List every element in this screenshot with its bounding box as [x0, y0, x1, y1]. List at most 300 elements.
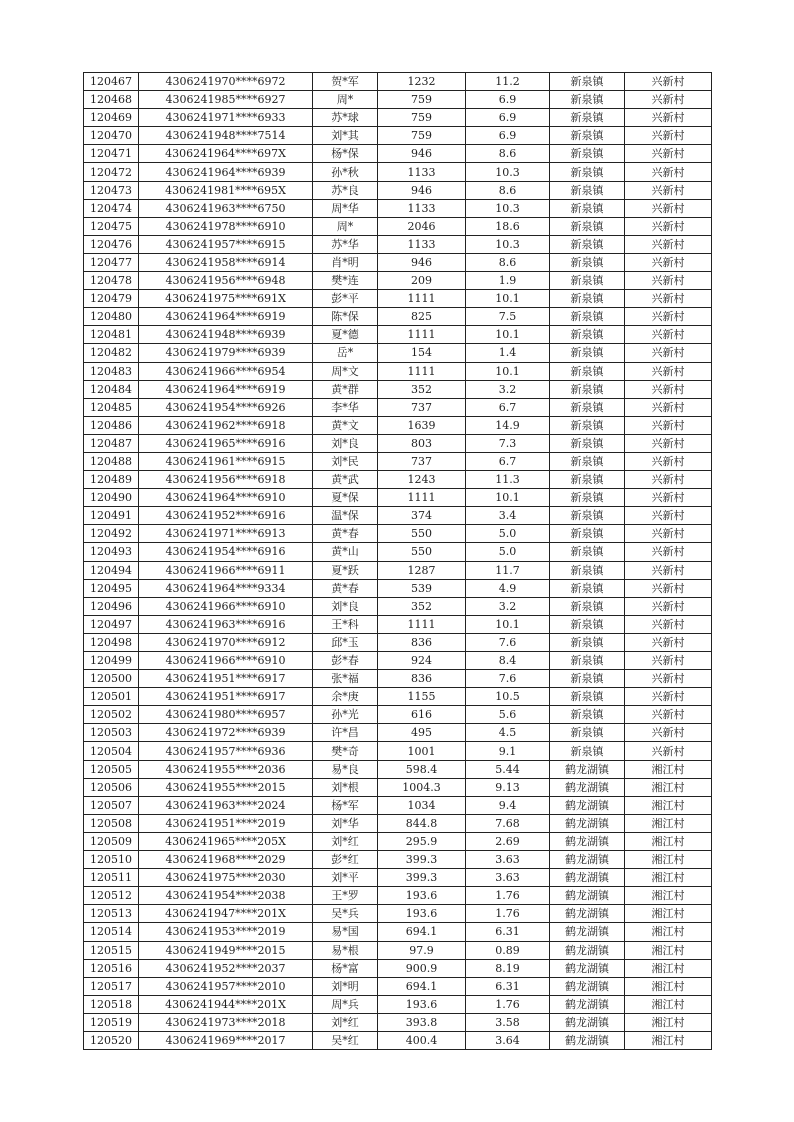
serial-number-cell: 120476 — [84, 235, 139, 253]
value-cell: 6.9 — [466, 109, 550, 127]
serial-number-cell: 120515 — [84, 941, 139, 959]
name-cell: 杨*军 — [313, 796, 378, 814]
value-cell: 6.31 — [466, 923, 550, 941]
serial-number-cell: 120492 — [84, 525, 139, 543]
amount-cell: 550 — [378, 543, 466, 561]
table-row — [84, 73, 712, 91]
serial-number-cell: 120489 — [84, 471, 139, 489]
value-cell: 10.3 — [466, 199, 550, 217]
town-cell: 新泉镇 — [550, 434, 625, 452]
town-cell: 新泉镇 — [550, 561, 625, 579]
id-number-cell: 4306241957****2010 — [139, 977, 313, 995]
town-cell: 新泉镇 — [550, 452, 625, 470]
amount-cell: 825 — [378, 308, 466, 326]
serial-number-cell: 120504 — [84, 742, 139, 760]
serial-number-cell: 120508 — [84, 814, 139, 832]
village-cell: 兴新村 — [625, 163, 712, 181]
value-cell: 14.9 — [466, 416, 550, 434]
village-cell: 兴新村 — [625, 235, 712, 253]
table-row — [84, 579, 712, 597]
value-cell: 1.76 — [466, 905, 550, 923]
serial-number-cell: 120497 — [84, 615, 139, 633]
town-cell: 新泉镇 — [550, 109, 625, 127]
table-row — [84, 308, 712, 326]
id-number-cell: 4306241965****205X — [139, 832, 313, 850]
name-cell: 李*华 — [313, 398, 378, 416]
serial-number-cell: 120518 — [84, 995, 139, 1013]
table-row — [84, 507, 712, 525]
serial-number-cell: 120496 — [84, 597, 139, 615]
table-row — [84, 959, 712, 977]
name-cell: 夏*保 — [313, 489, 378, 507]
town-cell: 新泉镇 — [550, 507, 625, 525]
table-row — [84, 706, 712, 724]
name-cell: 王*科 — [313, 615, 378, 633]
village-cell: 湘江村 — [625, 1031, 712, 1049]
id-number-cell: 4306241963****2024 — [139, 796, 313, 814]
value-cell: 5.0 — [466, 543, 550, 561]
amount-cell: 694.1 — [378, 923, 466, 941]
amount-cell: 399.3 — [378, 851, 466, 869]
table-row — [84, 253, 712, 271]
value-cell: 1.9 — [466, 272, 550, 290]
name-cell: 杨*保 — [313, 145, 378, 163]
town-cell: 鹤龙湖镇 — [550, 760, 625, 778]
name-cell: 岳* — [313, 344, 378, 362]
value-cell: 18.6 — [466, 217, 550, 235]
value-cell: 6.31 — [466, 977, 550, 995]
table-row — [84, 652, 712, 670]
id-number-cell: 4306241956****6948 — [139, 272, 313, 290]
name-cell: 樊*奇 — [313, 742, 378, 760]
town-cell: 鹤龙湖镇 — [550, 851, 625, 869]
serial-number-cell: 120485 — [84, 398, 139, 416]
value-cell: 7.6 — [466, 670, 550, 688]
serial-number-cell: 120494 — [84, 561, 139, 579]
village-cell: 兴新村 — [625, 217, 712, 235]
name-cell: 张*福 — [313, 670, 378, 688]
town-cell: 新泉镇 — [550, 326, 625, 344]
table-row — [84, 181, 712, 199]
value-cell: 8.4 — [466, 652, 550, 670]
village-cell: 湘江村 — [625, 923, 712, 941]
serial-number-cell: 120477 — [84, 253, 139, 271]
amount-cell: 900.9 — [378, 959, 466, 977]
town-cell: 新泉镇 — [550, 127, 625, 145]
amount-cell: 836 — [378, 633, 466, 651]
amount-cell: 616 — [378, 706, 466, 724]
serial-number-cell: 120520 — [84, 1031, 139, 1049]
name-cell: 彭*春 — [313, 652, 378, 670]
table-row — [84, 452, 712, 470]
table-row — [84, 995, 712, 1013]
amount-cell: 352 — [378, 380, 466, 398]
town-cell: 鹤龙湖镇 — [550, 959, 625, 977]
serial-number-cell: 120479 — [84, 290, 139, 308]
village-cell: 湘江村 — [625, 905, 712, 923]
amount-cell: 1111 — [378, 290, 466, 308]
name-cell: 黄*武 — [313, 471, 378, 489]
amount-cell: 1639 — [378, 416, 466, 434]
value-cell: 5.0 — [466, 525, 550, 543]
id-number-cell: 4306241954****2038 — [139, 887, 313, 905]
table-row — [84, 489, 712, 507]
value-cell: 10.1 — [466, 489, 550, 507]
village-cell: 兴新村 — [625, 326, 712, 344]
id-number-cell: 4306241980****6957 — [139, 706, 313, 724]
id-number-cell: 4306241951****6917 — [139, 688, 313, 706]
village-cell: 兴新村 — [625, 688, 712, 706]
id-number-cell: 4306241963****6750 — [139, 199, 313, 217]
serial-number-cell: 120503 — [84, 724, 139, 742]
serial-number-cell: 120478 — [84, 272, 139, 290]
table-row — [84, 543, 712, 561]
table-row — [84, 778, 712, 796]
name-cell: 吴*兵 — [313, 905, 378, 923]
table-row — [84, 814, 712, 832]
serial-number-cell: 120516 — [84, 959, 139, 977]
town-cell: 新泉镇 — [550, 724, 625, 742]
id-number-cell: 4306241965****6916 — [139, 434, 313, 452]
town-cell: 新泉镇 — [550, 91, 625, 109]
village-cell: 兴新村 — [625, 253, 712, 271]
table-row — [84, 290, 712, 308]
value-cell: 3.64 — [466, 1031, 550, 1049]
id-number-cell: 4306241964****697X — [139, 145, 313, 163]
amount-cell: 352 — [378, 597, 466, 615]
town-cell: 鹤龙湖镇 — [550, 814, 625, 832]
amount-cell: 2046 — [378, 217, 466, 235]
town-cell: 新泉镇 — [550, 525, 625, 543]
serial-number-cell: 120474 — [84, 199, 139, 217]
id-number-cell: 4306241947****201X — [139, 905, 313, 923]
table-row — [84, 724, 712, 742]
amount-cell: 759 — [378, 127, 466, 145]
town-cell: 新泉镇 — [550, 344, 625, 362]
name-cell: 夏*跃 — [313, 561, 378, 579]
serial-number-cell: 120475 — [84, 217, 139, 235]
village-cell: 兴新村 — [625, 416, 712, 434]
id-number-cell: 4306241955****2036 — [139, 760, 313, 778]
town-cell: 鹤龙湖镇 — [550, 778, 625, 796]
name-cell: 苏*球 — [313, 109, 378, 127]
town-cell: 鹤龙湖镇 — [550, 1013, 625, 1031]
amount-cell: 400.4 — [378, 1031, 466, 1049]
table-row — [84, 615, 712, 633]
amount-cell: 193.6 — [378, 905, 466, 923]
amount-cell: 694.1 — [378, 977, 466, 995]
village-cell: 兴新村 — [625, 742, 712, 760]
village-cell: 湘江村 — [625, 977, 712, 995]
value-cell: 9.13 — [466, 778, 550, 796]
serial-number-cell: 120493 — [84, 543, 139, 561]
id-number-cell: 4306241953****2019 — [139, 923, 313, 941]
table-row — [84, 851, 712, 869]
id-number-cell: 4306241964****6919 — [139, 308, 313, 326]
serial-number-cell: 120519 — [84, 1013, 139, 1031]
id-number-cell: 4306241964****6939 — [139, 163, 313, 181]
amount-cell: 154 — [378, 344, 466, 362]
serial-number-cell: 120514 — [84, 923, 139, 941]
serial-number-cell: 120500 — [84, 670, 139, 688]
serial-number-cell: 120473 — [84, 181, 139, 199]
name-cell: 彭*红 — [313, 851, 378, 869]
town-cell: 新泉镇 — [550, 272, 625, 290]
serial-number-cell: 120471 — [84, 145, 139, 163]
value-cell: 10.1 — [466, 362, 550, 380]
town-cell: 新泉镇 — [550, 615, 625, 633]
amount-cell: 209 — [378, 272, 466, 290]
town-cell: 新泉镇 — [550, 145, 625, 163]
amount-cell: 598.4 — [378, 760, 466, 778]
table-row — [84, 977, 712, 995]
amount-cell: 1243 — [378, 471, 466, 489]
village-cell: 兴新村 — [625, 615, 712, 633]
serial-number-cell: 120509 — [84, 832, 139, 850]
id-number-cell: 4306241985****6927 — [139, 91, 313, 109]
town-cell: 新泉镇 — [550, 670, 625, 688]
table-row — [84, 905, 712, 923]
table-row — [84, 670, 712, 688]
town-cell: 新泉镇 — [550, 416, 625, 434]
village-cell: 兴新村 — [625, 199, 712, 217]
value-cell: 8.6 — [466, 145, 550, 163]
id-number-cell: 4306241948****7514 — [139, 127, 313, 145]
value-cell: 11.3 — [466, 471, 550, 489]
amount-cell: 399.3 — [378, 869, 466, 887]
village-cell: 兴新村 — [625, 380, 712, 398]
id-number-cell: 4306241975****2030 — [139, 869, 313, 887]
name-cell: 贺*军 — [313, 73, 378, 91]
village-cell: 兴新村 — [625, 525, 712, 543]
name-cell: 苏*华 — [313, 235, 378, 253]
name-cell: 余*庚 — [313, 688, 378, 706]
village-cell: 兴新村 — [625, 73, 712, 91]
amount-cell: 946 — [378, 145, 466, 163]
id-number-cell: 4306241954****6926 — [139, 398, 313, 416]
id-number-cell: 4306241952****2037 — [139, 959, 313, 977]
serial-number-cell: 120470 — [84, 127, 139, 145]
name-cell: 黄*群 — [313, 380, 378, 398]
table-row — [84, 1031, 712, 1049]
value-cell: 0.89 — [466, 941, 550, 959]
village-cell: 湘江村 — [625, 869, 712, 887]
village-cell: 湘江村 — [625, 851, 712, 869]
table-row — [84, 923, 712, 941]
table-row — [84, 434, 712, 452]
town-cell: 新泉镇 — [550, 199, 625, 217]
village-cell: 兴新村 — [625, 579, 712, 597]
amount-cell: 1232 — [378, 73, 466, 91]
town-cell: 新泉镇 — [550, 489, 625, 507]
table-row — [84, 145, 712, 163]
value-cell: 10.5 — [466, 688, 550, 706]
name-cell: 黄*山 — [313, 543, 378, 561]
village-cell: 湘江村 — [625, 814, 712, 832]
id-number-cell: 4306241955****2015 — [139, 778, 313, 796]
serial-number-cell: 120501 — [84, 688, 139, 706]
village-cell: 湘江村 — [625, 941, 712, 959]
amount-cell: 1111 — [378, 489, 466, 507]
town-cell: 新泉镇 — [550, 217, 625, 235]
village-cell: 兴新村 — [625, 308, 712, 326]
value-cell: 3.4 — [466, 507, 550, 525]
village-cell: 湘江村 — [625, 959, 712, 977]
village-cell: 兴新村 — [625, 344, 712, 362]
serial-number-cell: 120469 — [84, 109, 139, 127]
name-cell: 许*昌 — [313, 724, 378, 742]
serial-number-cell: 120495 — [84, 579, 139, 597]
town-cell: 新泉镇 — [550, 597, 625, 615]
amount-cell: 759 — [378, 91, 466, 109]
value-cell: 7.6 — [466, 633, 550, 651]
town-cell: 鹤龙湖镇 — [550, 923, 625, 941]
serial-number-cell: 120513 — [84, 905, 139, 923]
amount-cell: 393.8 — [378, 1013, 466, 1031]
table-body — [84, 73, 712, 1050]
amount-cell: 374 — [378, 507, 466, 525]
id-number-cell: 4306241966****6910 — [139, 652, 313, 670]
town-cell: 鹤龙湖镇 — [550, 1031, 625, 1049]
town-cell: 鹤龙湖镇 — [550, 832, 625, 850]
id-number-cell: 4306241951****2019 — [139, 814, 313, 832]
town-cell: 鹤龙湖镇 — [550, 995, 625, 1013]
village-cell: 湘江村 — [625, 832, 712, 850]
village-cell: 湘江村 — [625, 796, 712, 814]
value-cell: 8.19 — [466, 959, 550, 977]
name-cell: 周* — [313, 217, 378, 235]
town-cell: 新泉镇 — [550, 73, 625, 91]
amount-cell: 539 — [378, 579, 466, 597]
value-cell: 7.68 — [466, 814, 550, 832]
amount-cell: 1133 — [378, 235, 466, 253]
amount-cell: 803 — [378, 434, 466, 452]
name-cell: 温*保 — [313, 507, 378, 525]
town-cell: 新泉镇 — [550, 290, 625, 308]
amount-cell: 193.6 — [378, 995, 466, 1013]
table-row — [84, 887, 712, 905]
amount-cell: 1111 — [378, 615, 466, 633]
id-number-cell: 4306241954****6916 — [139, 543, 313, 561]
serial-number-cell: 120490 — [84, 489, 139, 507]
village-cell: 湘江村 — [625, 778, 712, 796]
amount-cell: 737 — [378, 452, 466, 470]
village-cell: 兴新村 — [625, 670, 712, 688]
amount-cell: 1111 — [378, 326, 466, 344]
name-cell: 王*罗 — [313, 887, 378, 905]
name-cell: 杨*富 — [313, 959, 378, 977]
table-row — [84, 941, 712, 959]
id-number-cell: 4306241951****6917 — [139, 670, 313, 688]
value-cell: 2.69 — [466, 832, 550, 850]
village-cell: 兴新村 — [625, 109, 712, 127]
id-number-cell: 4306241948****6939 — [139, 326, 313, 344]
id-number-cell: 4306241970****6912 — [139, 633, 313, 651]
amount-cell: 1111 — [378, 362, 466, 380]
name-cell: 黄*春 — [313, 579, 378, 597]
amount-cell: 946 — [378, 253, 466, 271]
village-cell: 湘江村 — [625, 995, 712, 1013]
town-cell: 新泉镇 — [550, 235, 625, 253]
id-number-cell: 4306241971****6933 — [139, 109, 313, 127]
id-number-cell: 4306241978****6910 — [139, 217, 313, 235]
table-row — [84, 109, 712, 127]
name-cell: 周*文 — [313, 362, 378, 380]
id-number-cell: 4306241975****691X — [139, 290, 313, 308]
value-cell: 6.7 — [466, 398, 550, 416]
town-cell: 新泉镇 — [550, 181, 625, 199]
value-cell: 9.1 — [466, 742, 550, 760]
village-cell: 兴新村 — [625, 633, 712, 651]
serial-number-cell: 120502 — [84, 706, 139, 724]
town-cell: 新泉镇 — [550, 380, 625, 398]
table-row — [84, 1013, 712, 1031]
village-cell: 兴新村 — [625, 272, 712, 290]
value-cell: 3.63 — [466, 851, 550, 869]
name-cell: 黄*春 — [313, 525, 378, 543]
value-cell: 6.9 — [466, 91, 550, 109]
value-cell: 3.63 — [466, 869, 550, 887]
value-cell: 10.3 — [466, 235, 550, 253]
name-cell: 刘*其 — [313, 127, 378, 145]
town-cell: 鹤龙湖镇 — [550, 869, 625, 887]
table-row — [84, 344, 712, 362]
amount-cell: 737 — [378, 398, 466, 416]
name-cell: 周*华 — [313, 199, 378, 217]
village-cell: 兴新村 — [625, 362, 712, 380]
id-number-cell: 4306241966****6954 — [139, 362, 313, 380]
id-number-cell: 4306241972****6939 — [139, 724, 313, 742]
table-row — [84, 525, 712, 543]
value-cell: 3.2 — [466, 597, 550, 615]
town-cell: 新泉镇 — [550, 362, 625, 380]
amount-cell: 1133 — [378, 199, 466, 217]
value-cell: 6.7 — [466, 452, 550, 470]
name-cell: 刘*民 — [313, 452, 378, 470]
id-number-cell: 4306241952****6916 — [139, 507, 313, 525]
name-cell: 易*国 — [313, 923, 378, 941]
town-cell: 鹤龙湖镇 — [550, 887, 625, 905]
serial-number-cell: 120512 — [84, 887, 139, 905]
value-cell: 11.7 — [466, 561, 550, 579]
town-cell: 鹤龙湖镇 — [550, 796, 625, 814]
town-cell: 新泉镇 — [550, 253, 625, 271]
village-cell: 兴新村 — [625, 452, 712, 470]
value-cell: 8.6 — [466, 181, 550, 199]
name-cell: 易*根 — [313, 941, 378, 959]
serial-number-cell: 120517 — [84, 977, 139, 995]
village-cell: 湘江村 — [625, 887, 712, 905]
name-cell: 苏*良 — [313, 181, 378, 199]
table-row — [84, 235, 712, 253]
value-cell: 4.5 — [466, 724, 550, 742]
town-cell: 鹤龙湖镇 — [550, 977, 625, 995]
table-row — [84, 326, 712, 344]
value-cell: 10.3 — [466, 163, 550, 181]
table-row — [84, 362, 712, 380]
town-cell: 新泉镇 — [550, 706, 625, 724]
id-number-cell: 4306241966****6910 — [139, 597, 313, 615]
amount-cell: 844.8 — [378, 814, 466, 832]
value-cell: 7.5 — [466, 308, 550, 326]
value-cell: 7.3 — [466, 434, 550, 452]
name-cell: 刘*平 — [313, 869, 378, 887]
table-row — [84, 688, 712, 706]
value-cell: 11.2 — [466, 73, 550, 91]
village-cell: 兴新村 — [625, 471, 712, 489]
amount-cell: 836 — [378, 670, 466, 688]
id-number-cell: 4306241956****6918 — [139, 471, 313, 489]
